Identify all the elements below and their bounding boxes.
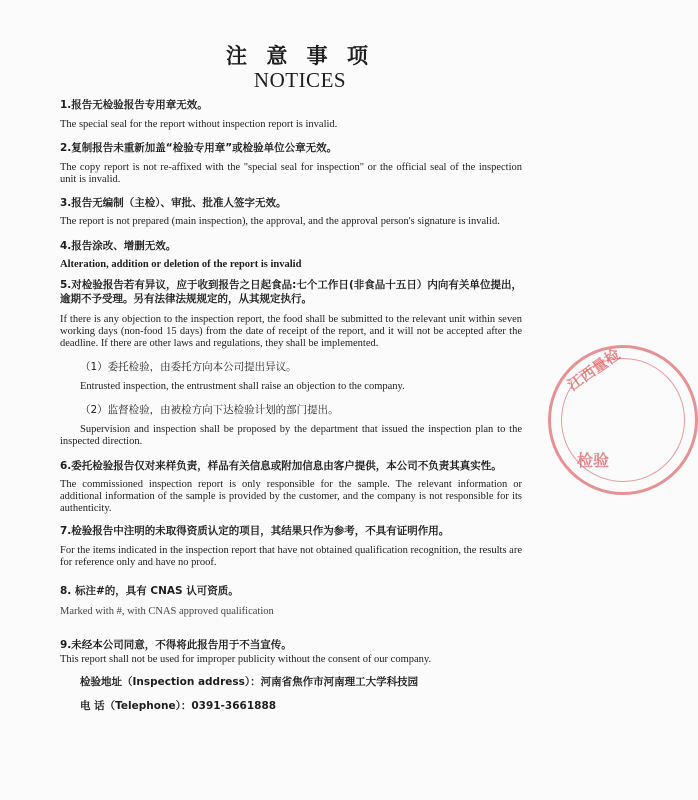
notice-5-1-en: Entrusted inspection, the entrustment shall raise an objection to the company. (80, 381, 405, 392)
telephone-label: 电 话（Telephone）： (80, 700, 192, 712)
notice-6-zh: 6.委托检验报告仅对来样负责，样品有关信息或附加信息由客户提供，本公司不负责其真实性。 (60, 460, 502, 472)
notice-7-zh: 7.检验报告中注明的未取得资质认定的项目，其结果只作为参考，不具有证明作用。 (60, 525, 450, 537)
notice-3-zh: 3.报告无编制（主检）、审批、批准人签字无效。 (60, 197, 287, 209)
notice-4-en: Alteration, addition or deletion of the report is invalid (60, 259, 302, 270)
title-chinese: 注 意 事 项 (226, 44, 374, 68)
notice-1-zh: 1.报告无检验报告专用章无效。 (60, 99, 208, 111)
notice-5-2-zh: （2）监督检验，由被检方向下达检验计划的部门提出。 (80, 404, 339, 416)
notice-8-en: Marked with #, with CNAS approved qualification (60, 606, 274, 617)
notice-4-zh: 4.报告涂改、增删无效。 (60, 240, 177, 252)
notice-5-zh: 5.对检验报告若有异议，应于收到报告之日起食品:七个工作日(非食品十五日）内向有关单位提出，逾期不予受理。另有法律法规规定的，从其规定执行。 (60, 279, 522, 305)
notice-6-en: The commissioned inspection report is only responsible for the sample. The relevant information or additional information of the sample is provided by the customer, and the company is not responsible for its authenticity. (60, 479, 522, 514)
notice-3-en: The report is not prepared (main inspection), the approval, and the approval person's signature is invalid. (60, 216, 500, 227)
seal-ring-text: 江西量检 (564, 345, 624, 395)
notice-1-en: The special seal for the report without inspection report is invalid. (60, 119, 338, 130)
telephone-number: 0391-3661888 (191, 700, 277, 712)
notice-9-zh: 9.未经本公司同意，不得将此报告用于不当宣传。 (60, 639, 292, 651)
official-seal (548, 345, 698, 495)
inspection-address: 检验地址（Inspection address）：河南省焦作市河南理工大学科技园 (80, 676, 419, 688)
notice-5-2-en: Supervision and inspection shall be proposed by the department that issued the inspection plan to the inspected direction. (60, 424, 522, 447)
notice-2-en: The copy report is not re-affixed with the "special seal for inspection" or the official seal of the inspection unit is invalid. (60, 162, 522, 185)
notice-5-en: If there is any objection to the inspection report, the food shall be submitted to the relevant unit within seven working days (non-food 15 days) from the date of receipt of the report, and it will not be accepted after the deadline. If there are other laws and regulations, they shall be implemented. (60, 314, 522, 349)
notice-5-1-zh: （1）委托检验，由委托方向本公司提出异议。 (80, 361, 297, 373)
notice-8-zh: 8. 标注#的，具有 CNAS 认可资质。 (60, 585, 239, 597)
telephone-row (80, 698, 276, 713)
seal-center-text: 检验 (577, 451, 610, 470)
notice-2-zh: 2.复制报告未重新加盖“检验专用章”或检验单位公章无效。 (60, 142, 338, 154)
title-english: NOTICES (253, 68, 347, 92)
notice-7-en: For the items indicated in the inspection report that have not obtained qualification recognition, the results are for reference only and have no proof. (60, 545, 522, 568)
notice-9-en: This report shall not be used for improper publicity without the consent of our company. (60, 654, 432, 665)
